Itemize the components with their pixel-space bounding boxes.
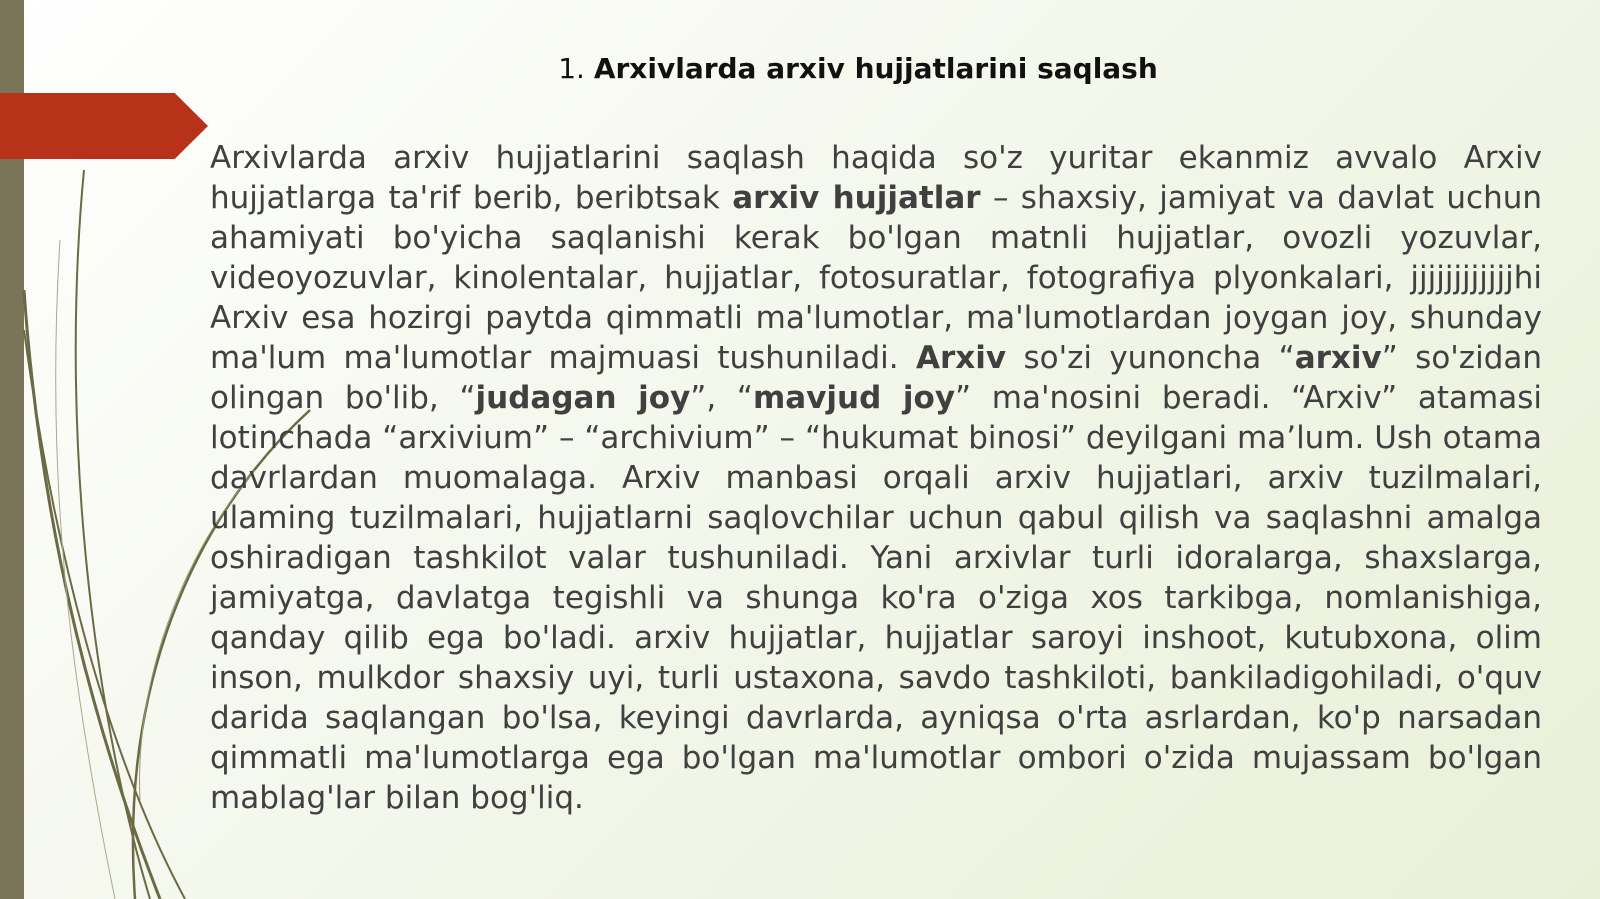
body-paragraph	[210, 138, 1542, 818]
red-arrow-tab	[0, 93, 208, 159]
body-segment-1: Arxivlarda arxiv hujjatlarini saqlash haqida so'z yuritar ekanmiz avvalo Arxiv hujjatlarga ta'rif berib, beribtsak	[210, 140, 1542, 216]
term-mavjud-joy: mavjud joy	[752, 380, 956, 416]
term-arxiv: Arxiv	[915, 340, 1007, 376]
body-segment-6: ” ma'nosini beradi. “Arxiv” atamasi lotinchada “arxivium” – “archivium” – “hukumat binosi” deyilgani ma’lum. Ush otama davrlardan muomalaga. Arxiv manbasi orqali arxiv hujjatlari, arxiv tuzilmalari, ulaming tuzilmalari, hujjatlarni saqlovchilar uchun qabul qilish va saqlashni amalga oshiradigan tashkilot valar tushuniladi. Yani arxivlar turli idoralarga, shaxslarga, jamiyatga, davlatga tegishli va shunga ko'ra o'ziga xos tarkibga, nomlanishiga, qanday qilib ega bo'ladi. arxiv hujjatlar, hujjatlar saroyi inshoot, kutubxona, olim inson, mulkdor shaxsiy uyi, turli ustaxona, savdo tashkiloti, bankiladigohiladi, o'quv darida saqlangan bo'lsa, keyingi davrlarda, ayniqsa o'rta asrlardan, ko'p narsadan qimmatli ma'lumotlarga ega bo'lgan ma'lumotlar ombori o'zida mujassam bo'lgan mablag'lar bilan bog'liq.	[210, 380, 1542, 816]
term-judagan-joy: judagan joy	[475, 380, 691, 416]
slide-title	[206, 52, 1510, 85]
body-segment-3: so'zi yunoncha “	[1023, 340, 1295, 376]
term-arxiv-greek: arxiv	[1294, 340, 1382, 376]
body-segment-4: ” so'zidan olingan bo'lib, “	[210, 340, 1543, 416]
term-arxiv-hujjatlar: arxiv hujjatlar	[732, 180, 981, 216]
body-segment-2: – shaxsiy, jamiyat va davlat uchun ahamiyati bo'yicha saqlanishi kerak bo'lgan matnli hujjatlar, ovozli yozuvlar, videoyozuvlar, kinolentalar, hujjatlar, fotosuratlar, fotografiya plyonkalari, jjjjjjjjjjjjhi Arxiv esa hozirgi paytda qimmatli ma'lumotlar, ma'lumotlardan joygan joy, shunday ma'lum ma'lumotlar majmuasi tushuniladi.	[210, 180, 1543, 376]
title-text: Arxivlarda arxiv hujjatlarini saqlash	[593, 52, 1158, 85]
body-segment-5: ”, “	[690, 380, 753, 416]
title-number: 1.	[558, 52, 585, 85]
